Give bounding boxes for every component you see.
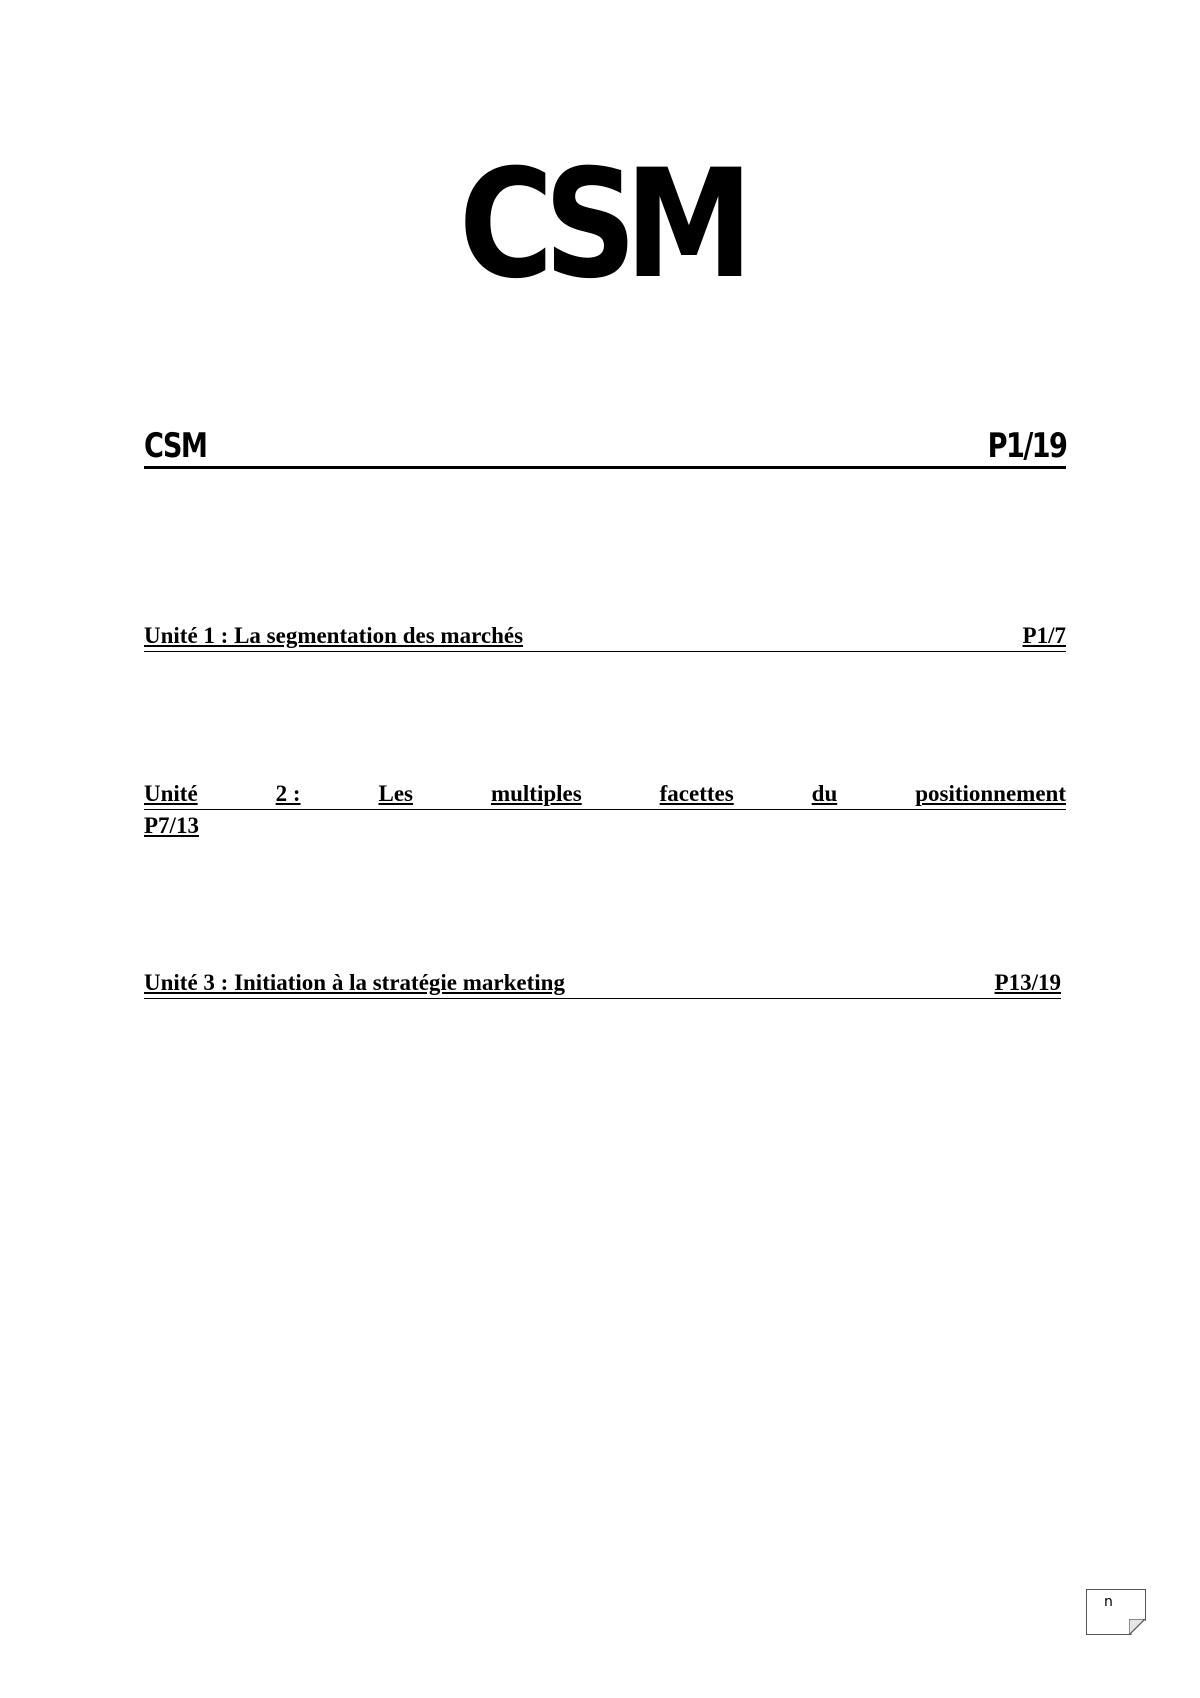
- folded-corner-icon: [1129, 1619, 1145, 1635]
- toc-entry-unit-2[interactable]: [144, 779, 1066, 841]
- toc-word: positionnement: [915, 781, 1066, 806]
- toc-word: 2 :: [275, 781, 301, 806]
- toc-word: Les: [378, 781, 413, 806]
- toc-word: du: [811, 781, 838, 806]
- toc-entry-page: P1/7: [1022, 623, 1066, 648]
- toc-entry-unit-3[interactable]: [144, 968, 1061, 999]
- toc-entry-label: [144, 779, 1066, 810]
- toc-word: Unité: [144, 781, 198, 806]
- toc-word: facettes: [659, 781, 734, 806]
- toc-header-title: CSM: [144, 426, 207, 466]
- page-number: n: [1104, 1594, 1113, 1610]
- toc-word: multiples: [490, 781, 582, 806]
- toc-entry-label: Unité 1 : La segmentation des marchés: [144, 623, 524, 648]
- toc-entry-unit-1[interactable]: [144, 621, 1066, 652]
- toc-header-page-range: P1/19: [987, 426, 1066, 466]
- toc-entry-page: P13/19: [994, 970, 1061, 995]
- document-title: CSM: [458, 138, 742, 312]
- toc-header: [144, 420, 1066, 469]
- toc-entry-page: P7/13: [144, 813, 199, 838]
- toc-entry-label: Unité 3 : Initiation à la stratégie marketing: [144, 970, 565, 995]
